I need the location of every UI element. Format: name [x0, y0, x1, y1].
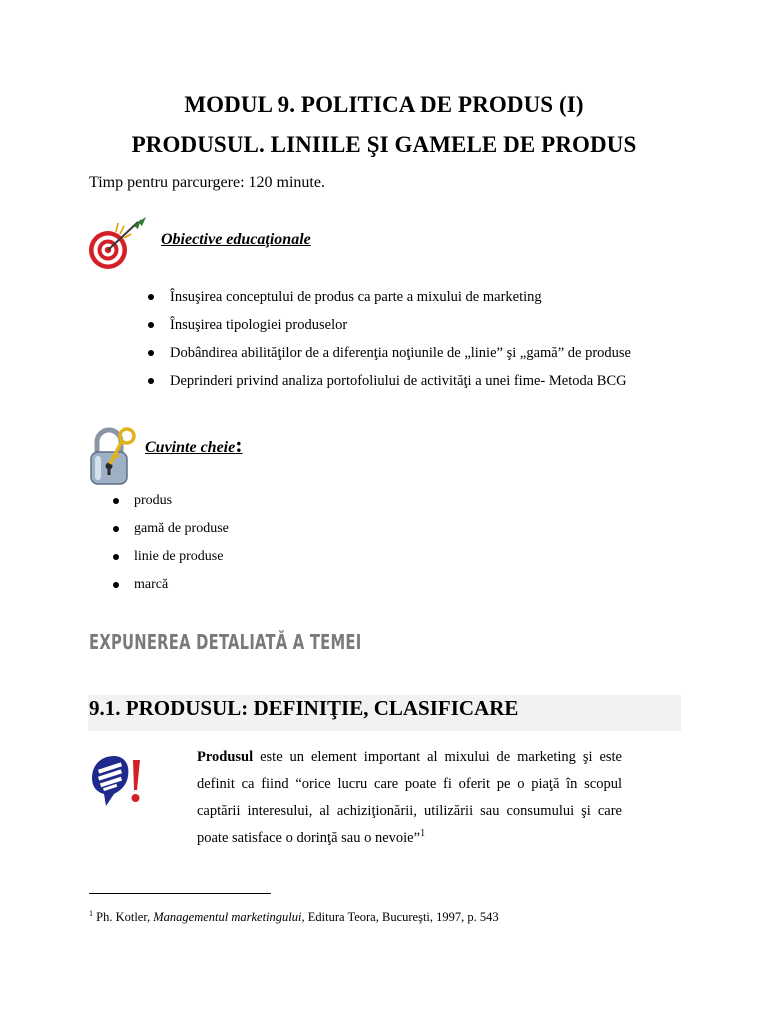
idea-exclamation-icon — [88, 750, 144, 810]
keywords-colon: : — [235, 432, 243, 457]
footnote-mark: 1 — [89, 909, 93, 918]
list-item: Însuşirea conceptului de produs ca parte a mixului de marketing — [170, 283, 631, 311]
list-item: Deprinderi privind analiza portofoliului de activităţi a unei fime- Metoda BCG — [170, 367, 631, 395]
keywords-list — [134, 487, 229, 599]
definition-text: este un element important al mixului de marketing şi este definit ca fiind “orice lucru care poate fi oferit pe o piaţă în scopul captării interesului, al achiziţionării, utilizării sau consumului şi care poate satisface o dorinţă sau o nevoie” — [197, 749, 622, 846]
keywords-heading — [145, 432, 243, 458]
footnote-ref: 1 — [420, 828, 426, 840]
exposition-heading: EXPUNEREA DETALIATĂ A TEMEI — [89, 630, 362, 654]
product-definition — [197, 744, 622, 852]
list-item: produs — [134, 487, 229, 515]
footnote-book: Managementul marketingului, — [153, 910, 305, 925]
list-item: marcă — [134, 571, 229, 599]
list-item: Dobândirea abilităţilor de a diferenţia noţiunile de „linie” şi „gamă” de produse — [170, 339, 631, 367]
subsection-header — [88, 695, 681, 731]
footnote-author: Ph. Kotler, — [93, 910, 154, 925]
time-estimate: Timp pentru parcurgere: 120 minute. — [89, 174, 325, 191]
footnote-publisher: Editura Teora, Bucureşti, 1997, p. 543 — [304, 910, 499, 925]
objectives-list — [170, 283, 631, 395]
lock-key-icon — [88, 424, 136, 486]
module-subtitle: PRODUSUL. LINIILE ŞI GAMELE DE PRODUS — [131, 132, 637, 157]
footnote — [89, 909, 499, 925]
footnote-divider — [89, 893, 271, 894]
list-item: gamă de produse — [134, 515, 229, 543]
objectives-heading: Obiective educaţionale — [161, 231, 311, 248]
subsection-title: 9.1. PRODUSUL: DEFINIŢIE, CLASIFICARE — [89, 696, 519, 720]
list-item: Însuşirea tipologiei produselor — [170, 311, 631, 339]
target-icon — [86, 214, 148, 272]
list-item: linie de produse — [134, 543, 229, 571]
keywords-heading-text: Cuvinte cheie — [145, 439, 236, 456]
term-produsul: Produsul — [197, 749, 254, 765]
module-title: MODUL 9. POLITICA DE PRODUS (I) — [184, 92, 584, 117]
